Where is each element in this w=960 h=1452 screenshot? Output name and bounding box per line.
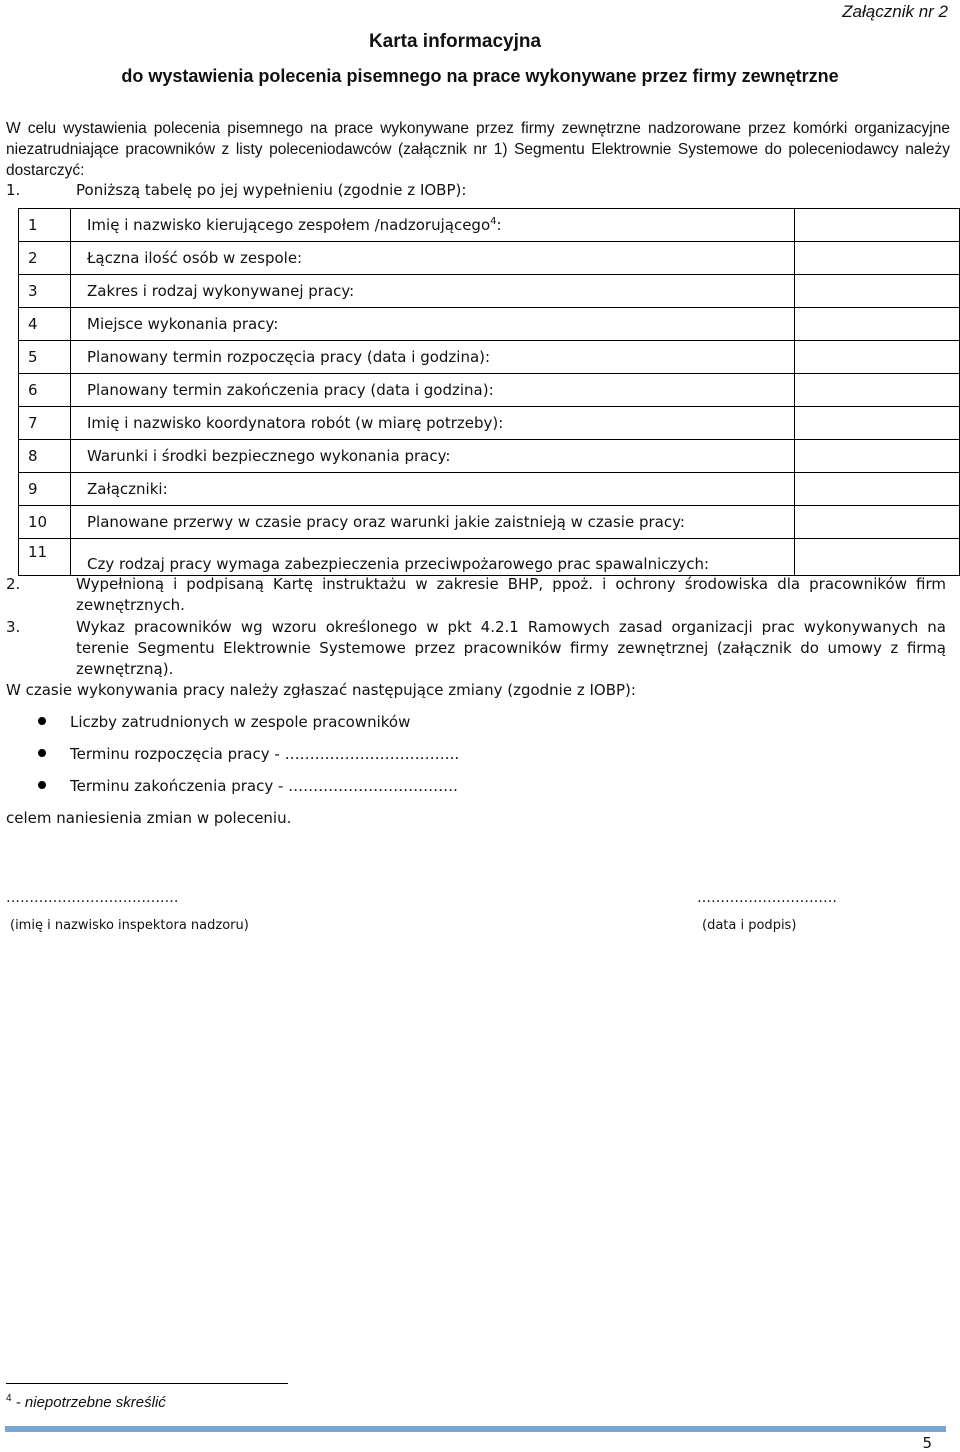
table-row — [19, 275, 960, 308]
item-2 — [6, 574, 946, 616]
changes-intro: W czasie wykonywania pracy należy zgłaszać następujące zmiany (zgodnie z IOBP): — [6, 681, 636, 699]
page-number: 5 — [922, 1434, 932, 1452]
signature-label-date: (data i podpis) — [702, 918, 797, 933]
footnote-divider — [6, 1383, 288, 1384]
footnote: $^4$ - niepotrzebne skreślić — [6, 1393, 166, 1411]
row-label: Miejsce wykonania pracy: — [71, 308, 795, 341]
item-1-number: 1. — [6, 181, 21, 199]
table-row — [19, 473, 960, 506]
row-number: 1 — [19, 209, 71, 242]
signature-label-inspector: (imię i nazwisko inspektora nadzoru) — [10, 918, 249, 933]
intro-paragraph: W celu wystawienia polecenia pisemnego na prace wykonywane przez firmy zewnętrzne nadzorowane przez komórki organizacyjne niezatrudniające pracowników z listy poleceniodawców (załącznik nr 1) Segmentu Elektrownie Systemowe do poleceniodawcy należy dostarczyć: — [6, 120, 950, 179]
row-value-field[interactable] — [795, 341, 960, 374]
closing-text: celem naniesienia zmian w poleceniu. — [6, 809, 292, 827]
footnote-marker: 4 — [6, 1393, 12, 1404]
row-number: 11 — [19, 539, 71, 576]
item-1 — [6, 181, 466, 199]
row-label: Załączniki: — [71, 473, 795, 506]
bullet-item: Terminu zakończenia pracy - ……………………………. — [38, 777, 458, 795]
bullet-icon — [38, 717, 46, 725]
table-row — [19, 341, 960, 374]
item-3 — [6, 617, 946, 680]
row-label: Planowany termin zakończenia pracy (data i godzina): — [71, 374, 795, 407]
row-value-field[interactable] — [795, 473, 960, 506]
row-number: 2 — [19, 242, 71, 275]
row-number: 9 — [19, 473, 71, 506]
annex-label: Załącznik nr 2 — [842, 2, 948, 21]
row-label: Imię i nazwisko kierującego zespołem /nadzorującego$^4$: — [71, 209, 795, 242]
row-value-field[interactable] — [795, 506, 960, 539]
footer-rule — [5, 1426, 946, 1432]
bullet-icon — [38, 781, 46, 789]
row-label: Planowane przerwy w czasie pracy oraz warunki jakie zaistnieją w czasie pracy: — [71, 506, 795, 539]
item-2-number: 2. — [6, 575, 21, 593]
row-label: Warunki i środki bezpiecznego wykonania pracy: — [71, 440, 795, 473]
table-row — [19, 407, 960, 440]
row-value-field[interactable] — [795, 275, 960, 308]
row-label: Zakres i rodzaj wykonywanej pracy: — [71, 275, 795, 308]
row-number: 10 — [19, 506, 71, 539]
row-value-field[interactable] — [795, 209, 960, 242]
row-value-field[interactable] — [795, 308, 960, 341]
bullet-item: Terminu rozpoczęcia pracy - …………………………….. — [38, 745, 459, 763]
row-value-field[interactable] — [795, 539, 960, 576]
table-row — [19, 209, 960, 242]
row-label: Czy rodzaj pracy wymaga zabezpieczenia przeciwpożarowego prac spawalniczych: — [71, 539, 795, 576]
table-row — [19, 440, 960, 473]
table-row — [19, 308, 960, 341]
bullet-item: Liczby zatrudnionych w zespole pracowników — [38, 713, 410, 731]
table-row — [19, 374, 960, 407]
row-number: 7 — [19, 407, 71, 440]
item-1-text: Poniższą tabelę po jej wypełnieniu (zgodnie z IOBP): — [76, 181, 467, 199]
table-row — [19, 242, 960, 275]
signature-line-inspector[interactable]: …………………………….… — [6, 890, 179, 906]
row-label: Imię i nazwisko koordynatora robót (w miarę potrzeby): — [71, 407, 795, 440]
footnote-ref: 4 — [490, 216, 497, 227]
item-3-number: 3. — [6, 618, 21, 636]
row-label: Planowany termin rozpoczęcia pracy (data i godzina): — [71, 341, 795, 374]
bullet-icon — [38, 749, 46, 757]
row-value-field[interactable] — [795, 242, 960, 275]
signature-line-date[interactable]: ………………………… — [697, 890, 837, 906]
row-value-field[interactable] — [795, 374, 960, 407]
info-form-table — [18, 208, 960, 576]
row-number: 5 — [19, 341, 71, 374]
row-number: 6 — [19, 374, 71, 407]
row-label: Łączna ilość osób w zespole: — [71, 242, 795, 275]
row-value-field[interactable] — [795, 440, 960, 473]
document-title: Karta informacyjna — [368, 31, 542, 52]
row-value-field[interactable] — [795, 407, 960, 440]
document-subtitle: do wystawienia polecenia pisemnego na prace wykonywane przez firmy zewnętrzne — [121, 66, 839, 86]
row-number: 8 — [19, 440, 71, 473]
table-row — [19, 506, 960, 539]
item-2-text: Wypełnioną i podpisaną Kartę instruktażu w zakresie BHP, ppoż. i ochrony środowiska dla pracowników firm zewnętrznych. — [76, 575, 946, 614]
row-number: 4 — [19, 308, 71, 341]
row-number: 3 — [19, 275, 71, 308]
item-3-text: Wykaz pracowników wg wzoru określonego w pkt 4.2.1 Ramowych zasad organizacji prac wykonywanych na terenie Segmentu Elektrownie Systemowe przez pracowników firmy zewnętrznej (załącznik do umowy z firmą zewnętrzną). — [76, 618, 946, 678]
table-row — [19, 539, 960, 576]
